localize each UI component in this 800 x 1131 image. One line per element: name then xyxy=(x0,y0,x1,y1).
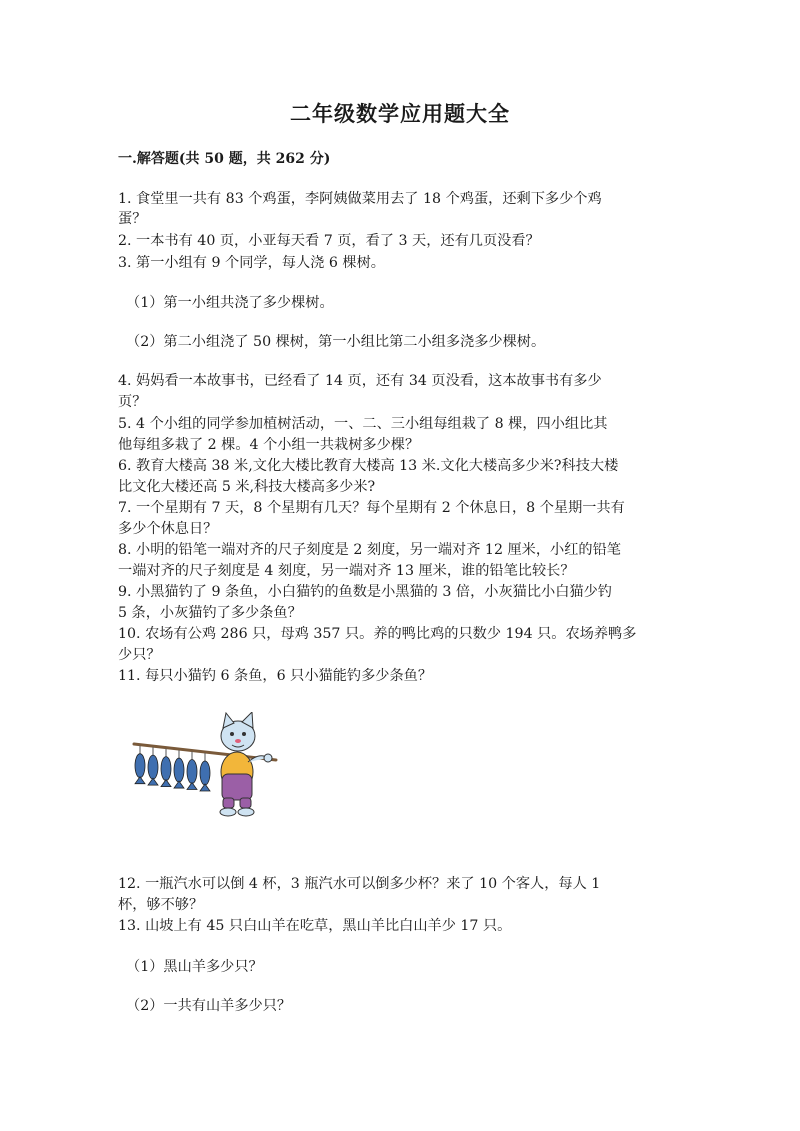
question-text: 8. 小明的铅笔一端对齐的尺子刻度是 2 刻度，另一端对齐 12 厘米，小红的铅笔 xyxy=(118,542,621,558)
fish-icon xyxy=(148,755,158,779)
question-text: 杯，够不够？ xyxy=(118,897,204,913)
question-text: 11. 每只小猫钓 6 条鱼，6 只小猫能钓多少条鱼？ xyxy=(118,668,433,684)
question-text: 9. 小黑猫钓了 9 条鱼，小白猫钓的鱼数是小黑猫的 3 倍，小灰猫比小白猫少钓 xyxy=(118,584,612,600)
fish-icon xyxy=(200,761,210,785)
fish-tail-icon xyxy=(148,778,158,785)
question-text: 比文化大楼还高 5 米,科技大楼高多少米? xyxy=(118,479,376,495)
question-text: 2. 一本书有 40 页，小亚每天看 7 页，看了 3 天，还有几页没看？ xyxy=(118,233,540,249)
question-text: 6. 教育大楼高 38 米,文化大楼比教育大楼高 13 米.文化大楼高多少米?科技大楼 xyxy=(118,458,619,474)
fish-tail-icon xyxy=(187,783,197,790)
page-title: 二年级数学应用题大全 xyxy=(290,101,510,126)
question-text: 5 条，小灰猫钓了多少条鱼？ xyxy=(118,605,302,621)
question-text: 一端对齐的尺子刻度是 4 刻度，另一端对齐 13 厘米，谁的铅笔比较长？ xyxy=(118,563,575,579)
fish-icon xyxy=(174,758,184,782)
question-text: 4. 妈妈看一本故事书，已经看了 14 页，还有 34 页没看，这本故事书有多少 xyxy=(118,373,602,389)
fish-tail-icon xyxy=(161,780,171,787)
fish-icon xyxy=(135,754,145,778)
fish-tail-icon xyxy=(200,784,210,791)
question-text: 多少个休息日？ xyxy=(118,521,218,537)
sub-question-text: （1）黑山羊多少只？ xyxy=(126,959,263,975)
cat-carrying-fish-icon xyxy=(130,712,280,820)
question-text: 1. 食堂里一共有 83 个鸡蛋，李阿姨做菜用去了 18 个鸡蛋，还剩下多少个鸡 xyxy=(118,191,602,207)
sub-question-text: （2）一共有山羊多少只？ xyxy=(126,998,292,1014)
question-text: 页？ xyxy=(118,394,147,410)
question-text: 蛋？ xyxy=(118,211,147,227)
sub-question-text: （2）第二小组浇了 50 棵树，第一小组比第二小组多浇多少棵树。 xyxy=(126,334,546,350)
question-text: 5. 4 个小组的同学参加植树活动，一、二、三小组每组栽了 8 棵，四小组比其 xyxy=(118,416,608,432)
question-text: 少只？ xyxy=(118,647,161,663)
fish-icon xyxy=(161,757,171,781)
fish-tail-icon xyxy=(174,781,184,788)
question-text: 10. 农场有公鸡 286 只，母鸡 357 只。养的鸭比鸡的只数少 194 只。农场养鸭多 xyxy=(118,626,637,642)
question-text: 13. 山坡上有 45 只白山羊在吃草，黑山羊比白山羊少 17 只。 xyxy=(118,918,512,934)
question-text: 12. 一瓶汽水可以倒 4 杯，3 瓶汽水可以倒多少杯？来了 10 个客人，每人 1 xyxy=(118,876,601,892)
sub-question-text: （1）第一小组共浇了多少棵树。 xyxy=(126,295,334,311)
question-text: 7. 一个星期有 7 天，8 个星期有几天？每个星期有 2 个休息日，8 个星期一共有 xyxy=(118,500,625,516)
fish-icon xyxy=(187,760,197,784)
question-text: 3. 第一小组有 9 个同学，每人浇 6 棵树。 xyxy=(118,255,385,271)
fish-tail-icon xyxy=(135,777,145,784)
question-text: 他每组多栽了 2 棵。4 个小组一共栽树多少棵？ xyxy=(118,437,420,453)
section-heading: 一.解答题(共 50 题，共 262 分) xyxy=(118,151,331,167)
